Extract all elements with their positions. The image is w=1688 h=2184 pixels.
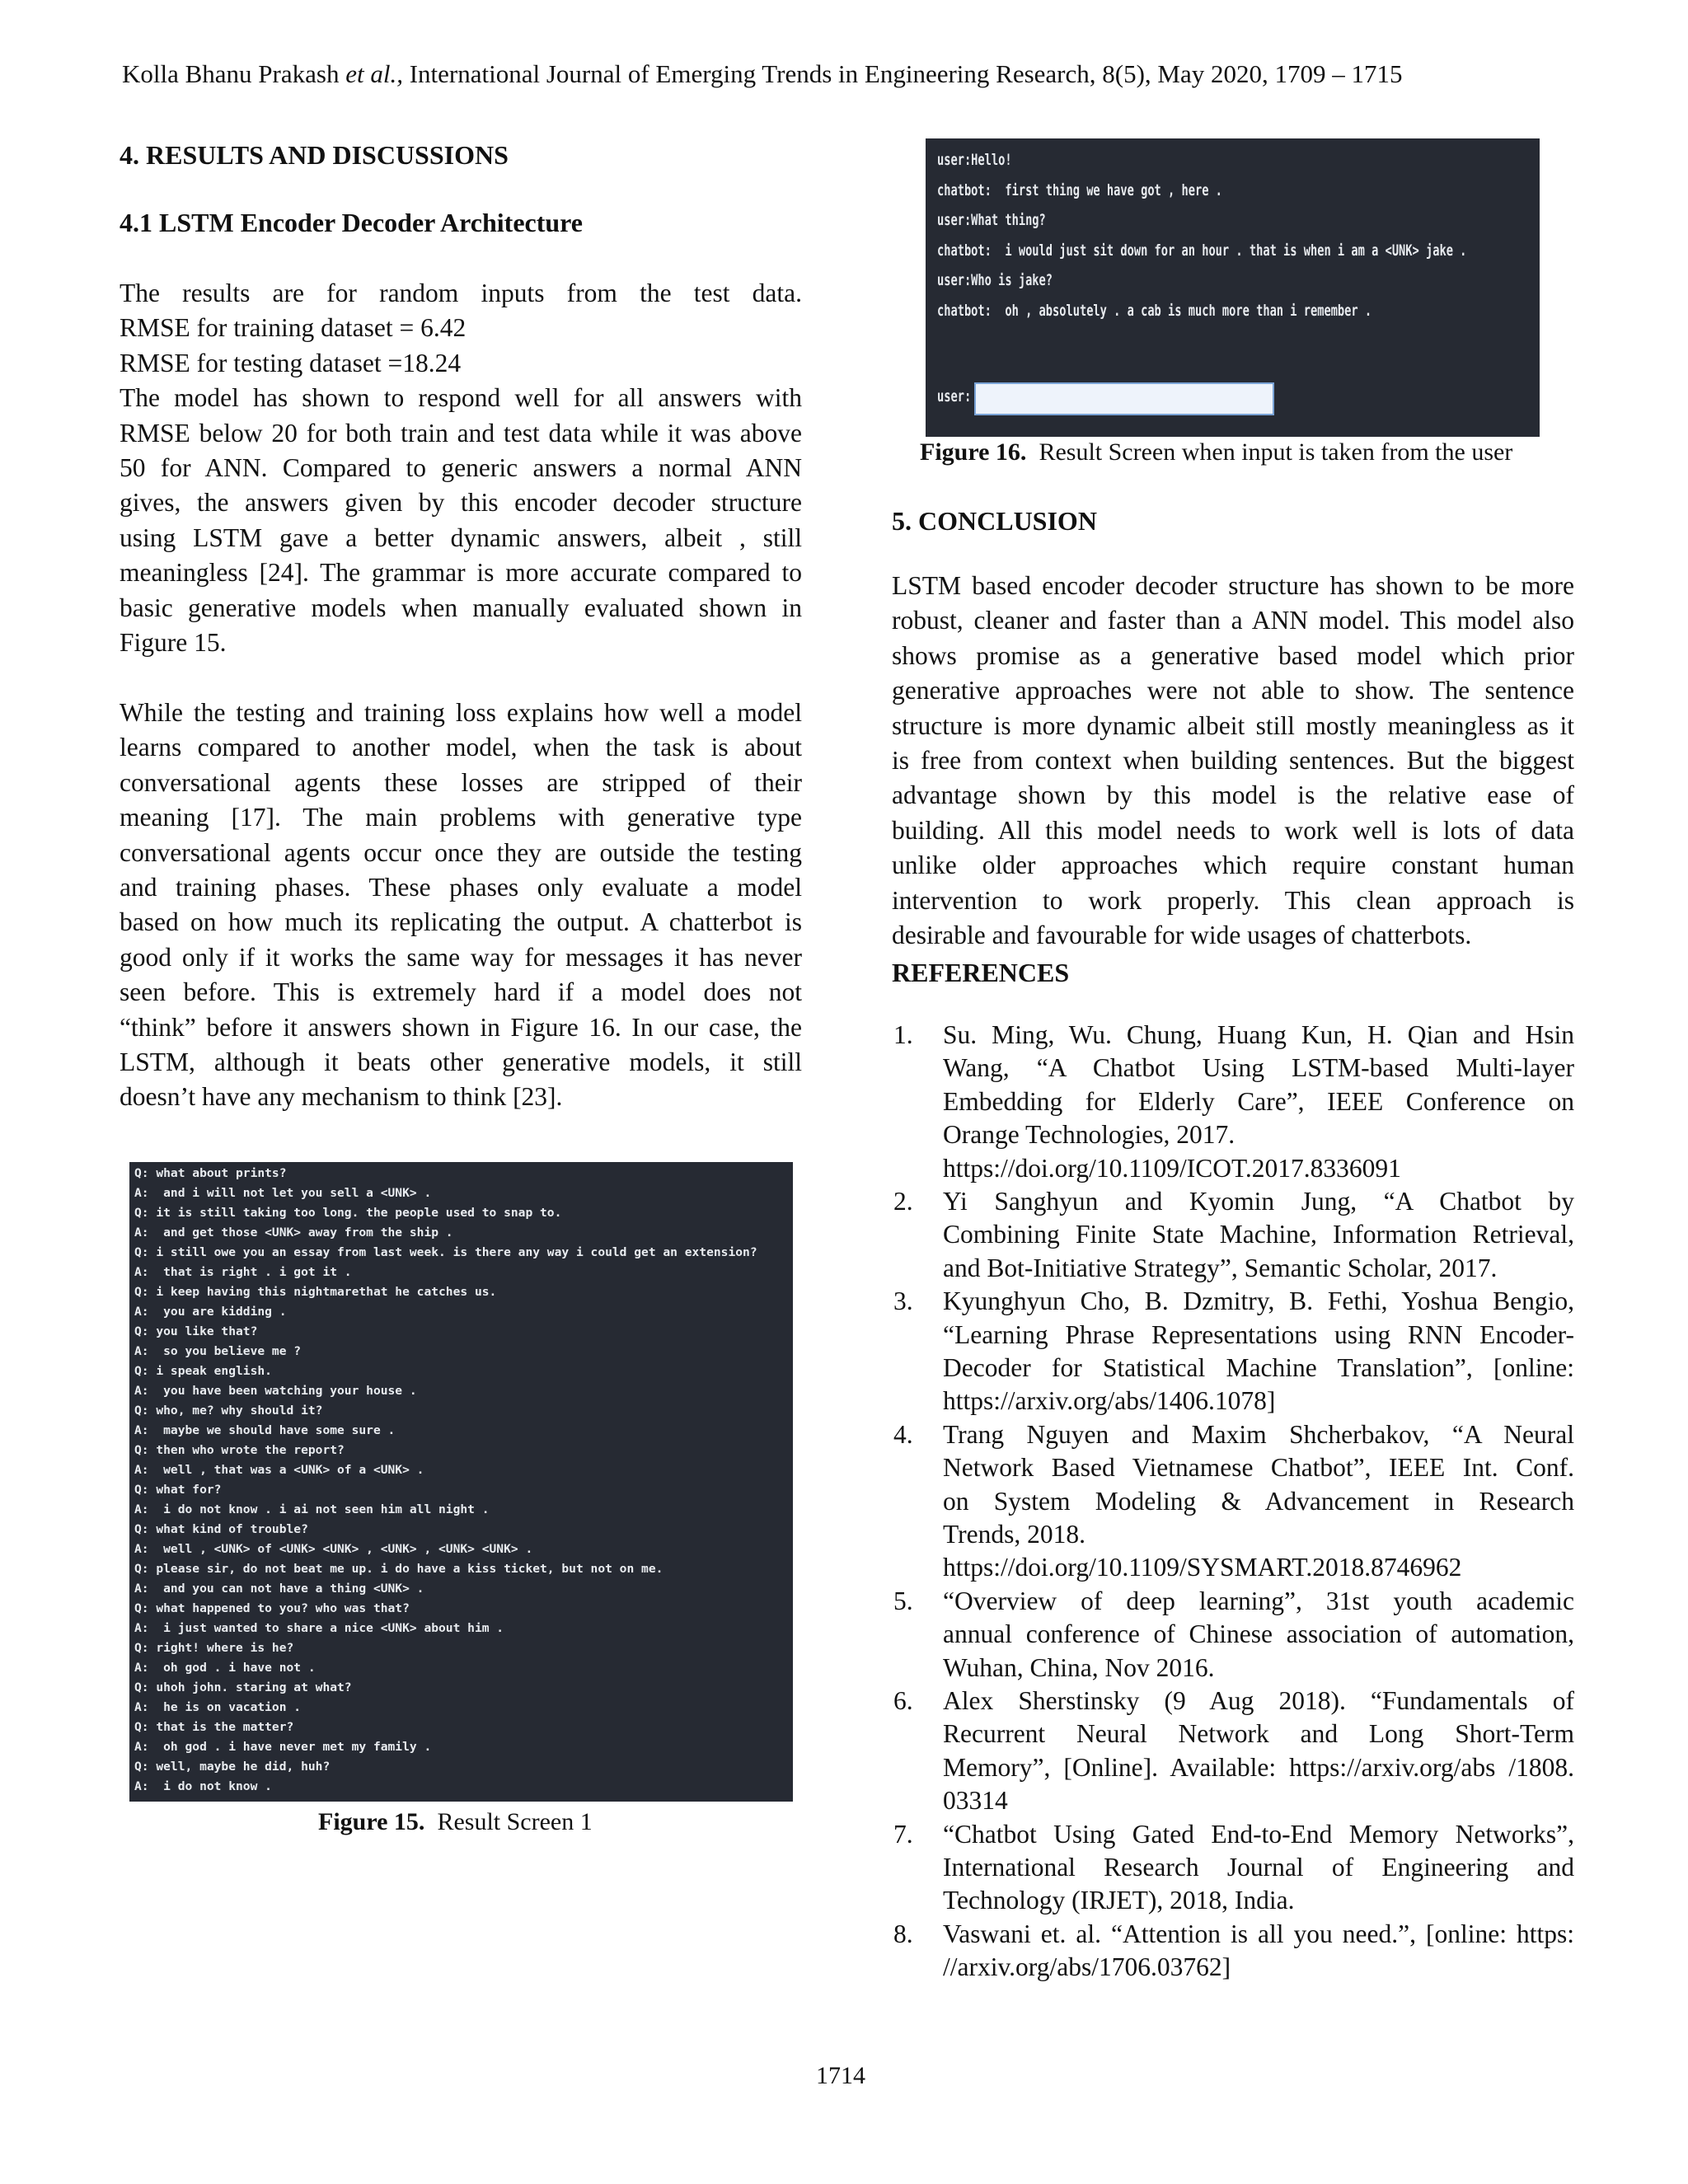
terminal-line: chatbot: i would just sit down for an hour . that is when i am a <UNK> jake .: [937, 241, 1467, 260]
terminal-line: Q: it is still taking too long. the people used to snap to.: [134, 1206, 562, 1220]
section-4-paragraph-1: [120, 276, 802, 660]
header-authors: Kolla Bhanu Prakash: [122, 59, 340, 88]
terminal-line: user:What thing?: [937, 211, 1046, 229]
terminal-line: A: i do not know . i ai not seen him all night .: [134, 1502, 490, 1516]
reference-text: [943, 1418, 1574, 1585]
header-journal: International Journal of Emerging Trends in Engineering Research, 8(5), May 2020, 1709 – 1715: [409, 59, 1403, 88]
reference-line: Memory”, [Online]. Available: https://arxiv.org/abs /1808.: [943, 1752, 1574, 1782]
terminal-line: A: so you believe me ?: [134, 1344, 302, 1358]
terminal-line: A: maybe we should have some sure .: [134, 1423, 396, 1437]
terminal-line: Q: well, maybe he did, huh?: [134, 1760, 331, 1774]
terminal-line: A: that is right . i got it .: [134, 1265, 352, 1279]
terminal-line: Q: i speak english.: [134, 1364, 272, 1378]
text-line: LSTM, although it beats other generative models, it still: [120, 1047, 802, 1077]
reference-line: on System Modeling & Advancement in Research: [943, 1486, 1574, 1516]
text-line: RMSE for training dataset = 6.42: [120, 313, 467, 343]
reference-line: Wuhan, China, Nov 2016.: [943, 1652, 1215, 1682]
terminal-line: Q: that is the matter?: [134, 1720, 294, 1734]
text-line: RMSE below 20 for both train and test data while it was above: [120, 418, 802, 448]
reference-text: [943, 1918, 1574, 1985]
reference-text: [943, 1685, 1574, 1818]
page-number: 1714: [816, 2062, 865, 2089]
reference-line: https://arxiv.org/abs/1406.1078]: [943, 1386, 1276, 1416]
text-line: RMSE for testing dataset =18.24: [120, 348, 462, 377]
section-4-heading: 4. RESULTS AND DISCUSSIONS: [120, 140, 509, 170]
reference-line: 03314: [943, 1786, 1008, 1816]
reference-text: [943, 1019, 1574, 1185]
terminal-line: A: and get those <UNK> away from the ship .: [134, 1226, 453, 1240]
reference-number: 3.: [893, 1286, 913, 1316]
terminal-line: Q: what for?: [134, 1483, 222, 1497]
text-line: 50 for ANN. Compared to generic answers a normal ANN: [120, 453, 802, 483]
terminal-line: chatbot: first thing we have got , here .: [937, 180, 1222, 199]
terminal-line: A: and i will not let you sell a <UNK> .: [134, 1186, 432, 1200]
text-line: seen before. This is extremely hard if a model does not: [120, 977, 802, 1007]
text-line: using LSTM gave a better dynamic answers, albeit , still: [120, 523, 802, 552]
reference-text: [943, 1285, 1574, 1418]
figure-16-caption: [920, 437, 1512, 468]
terminal-line: user:Who is jake?: [937, 271, 1053, 289]
conclusion-paragraph: [892, 569, 1574, 953]
terminal-line: A: well , <UNK> of <UNK> <UNK> , <UNK> , <UNK> <UNK> .: [134, 1542, 533, 1556]
reference-line: International Research Journal of Engineering and: [943, 1853, 1574, 1882]
text-line: Figure 15.: [120, 628, 227, 658]
terminal-line: A: and you can not have a thing <UNK> .: [134, 1582, 424, 1596]
reference-number: 6.: [893, 1686, 913, 1715]
reference-line: Alex Sherstinsky (9 Aug 2018). “Fundamentals of: [943, 1686, 1574, 1715]
reference-line: Recurrent Neural Network and Long Short-Term: [943, 1719, 1574, 1749]
text-line: The model has shown to respond well for all answers with: [120, 383, 802, 413]
text-line: meaning [17]. The main problems with generative type: [120, 803, 802, 832]
text-line: generative approaches were not able to show. The sentence: [892, 676, 1574, 705]
text-line: LSTM based encoder decoder structure has shown to be more: [892, 571, 1574, 600]
reference-line: “Overview of deep learning”, 31st youth academic: [943, 1586, 1574, 1615]
reference-line: “Chatbot Using Gated End-to-End Memory Networks”,: [943, 1819, 1574, 1849]
reference-line: Orange Technologies, 2017.: [943, 1120, 1236, 1150]
text-line: “think” before it answers shown in Figure 16. In our case, the: [120, 1012, 802, 1042]
reference-number: 4.: [893, 1419, 913, 1449]
reference-line: //arxiv.org/abs/1706.03762]: [943, 1952, 1231, 1982]
reference-line: “Learning Phrase Representations using RNN Encoder-: [943, 1319, 1574, 1349]
text-line: desirable and favourable for wide usages of chatterbots.: [892, 921, 1472, 950]
text-line: is free from context when building sentences. But the biggest: [892, 746, 1574, 776]
reference-line: Combining Finite State Machine, Information Retrieval,: [943, 1220, 1574, 1249]
text-line: learns compared to another model, when the task is about: [120, 733, 802, 762]
terminal-line: Q: what about prints?: [134, 1166, 287, 1180]
terminal-line: A: oh god . i have not .: [134, 1661, 316, 1675]
terminal-line: A: he is on vacation .: [134, 1700, 302, 1714]
text-line: building. All this model needs to work well is lots of data: [892, 815, 1574, 845]
terminal-line: Q: then who wrote the report?: [134, 1443, 345, 1457]
reference-line: Decoder for Statistical Machine Translation”, [online:: [943, 1353, 1574, 1382]
reference-line: Network Based Vietnamese Chatbot”, IEEE Int. Conf.: [943, 1453, 1574, 1483]
terminal-line: user:Hello!: [937, 151, 1012, 169]
reference-line: Wang, “A Chatbot Using LSTM-based Multi-layer: [943, 1053, 1574, 1083]
reference-line: Su. Ming, Wu. Chung, Huang Kun, H. Qian and Hsin: [943, 1020, 1574, 1049]
figure-16-user-input[interactable]: [974, 382, 1274, 415]
header-etal: et al.,: [345, 59, 403, 88]
terminal-line: Q: what kind of trouble?: [134, 1522, 308, 1536]
reference-line: Yi Sanghyun and Kyomin Jung, “A Chatbot by: [943, 1187, 1574, 1216]
terminal-line: Q: you like that?: [134, 1324, 258, 1338]
reference-number: 8.: [893, 1919, 913, 1948]
reference-line: Trends, 2018.: [943, 1520, 1085, 1549]
text-line: unlike older approaches which require constant human: [892, 851, 1574, 880]
text-line: While the testing and training loss explains how well a model: [120, 698, 802, 727]
terminal-line: Q: right! where is he?: [134, 1641, 294, 1655]
reference-text: [943, 1585, 1574, 1685]
figure-16-label: Figure 16.: [920, 438, 1027, 466]
reference-line: annual conference of Chinese association of automation,: [943, 1619, 1574, 1649]
text-line: and training phases. These phases only evaluate a model: [120, 873, 802, 902]
terminal-line: A: you have been watching your house .: [134, 1384, 417, 1398]
text-line: basic generative models when manually evaluated shown in: [120, 593, 802, 622]
section-4-1-heading: 4.1 LSTM Encoder Decoder Architecture: [120, 208, 583, 237]
text-line: good only if it works the same way for messages it has never: [120, 942, 802, 972]
reference-line: https://doi.org/10.1109/ICOT.2017.8336091: [943, 1153, 1401, 1183]
text-line: The results are for random inputs from the test data.: [120, 279, 802, 307]
text-line: advantage shown by this model is the relative ease of: [892, 780, 1574, 810]
terminal-line: Q: what happened to you? who was that?: [134, 1601, 410, 1615]
terminal-line: A: oh god . i have never met my family .: [134, 1740, 432, 1754]
reference-number: 7.: [893, 1819, 913, 1849]
figure-15-terminal-screenshot: [129, 1162, 793, 1802]
running-header: [122, 58, 1573, 91]
reference-line: Technology (IRJET), 2018, India.: [943, 1886, 1295, 1915]
text-line: intervention to work properly. This clean approach is: [892, 885, 1574, 915]
terminal-line: A: i just wanted to share a nice <UNK> about him .: [134, 1621, 504, 1635]
reference-line: and Bot-Initiative Strategy”, Semantic Scholar, 2017.: [943, 1253, 1498, 1282]
figure-15-caption-text: Result Screen 1: [437, 1808, 593, 1835]
reference-text: [943, 1818, 1574, 1918]
terminal-line: Q: please sir, do not beat me up. i do have a kiss ticket, but not on me.: [134, 1562, 663, 1576]
terminal-line: Q: who, me? why should it?: [134, 1404, 323, 1418]
text-line: conversational agents these losses are stripped of their: [120, 767, 802, 797]
text-line: based on how much its replicating the output. A chatterbot is: [120, 907, 802, 937]
section-4-paragraph-2: [120, 696, 802, 1115]
text-line: structure is more dynamic albeit still mostly meaningless as it: [892, 710, 1574, 740]
references-heading: REFERENCES: [892, 958, 1070, 987]
text-line: meaningless [24]. The grammar is more accurate compared to: [120, 558, 802, 588]
text-line: doesn’t have any mechanism to think [23].: [120, 1082, 563, 1112]
reference-line: Embedding for Elderly Care”, IEEE Conference on: [943, 1086, 1574, 1116]
text-line: gives, the answers given by this encoder decoder structure: [120, 488, 802, 518]
terminal-line: A: well , that was a <UNK> of a <UNK> .: [134, 1463, 424, 1477]
figure-16-caption-text: Result Screen when input is taken from the user: [1039, 438, 1513, 466]
text-line: conversational agents occur once they are outside the testing: [120, 837, 802, 867]
figure-15-label: Figure 15.: [318, 1808, 425, 1835]
reference-line: Vaswani et. al. “Attention is all you need.”, [online: https:: [943, 1919, 1574, 1948]
reference-number: 2.: [893, 1187, 913, 1216]
reference-text: [943, 1185, 1574, 1285]
section-5-heading: 5. CONCLUSION: [892, 506, 1097, 536]
figure-15-caption: [318, 1807, 593, 1838]
reference-line: Kyunghyun Cho, B. Dzmitry, B. Fethi, Yoshua Bengio,: [943, 1286, 1574, 1316]
reference-number: 5.: [893, 1586, 913, 1615]
terminal-line: Q: i still owe you an essay from last week. is there any way i could get an extension?: [134, 1245, 757, 1259]
reference-line: Trang Nguyen and Maxim Shcherbakov, “A Neural: [943, 1419, 1574, 1449]
text-line: robust, cleaner and faster than a ANN model. This model also: [892, 606, 1574, 635]
text-line: shows promise as a generative based model which prior: [892, 640, 1574, 670]
terminal-line: A: you are kidding .: [134, 1305, 287, 1319]
terminal-line: Q: i keep having this nightmarethat he catches us.: [134, 1285, 497, 1299]
reference-line: https://doi.org/10.1109/SYSMART.2018.8746962: [943, 1553, 1462, 1582]
terminal-line: A: i do not know .: [134, 1779, 272, 1793]
terminal-line: chatbot: oh , absolutely . a cab is much more than i remember .: [937, 301, 1372, 320]
terminal-line: Q: uhoh john. staring at what?: [134, 1680, 352, 1694]
reference-number: 1.: [893, 1020, 913, 1049]
figure-16-user-prompt: user:: [937, 387, 972, 405]
